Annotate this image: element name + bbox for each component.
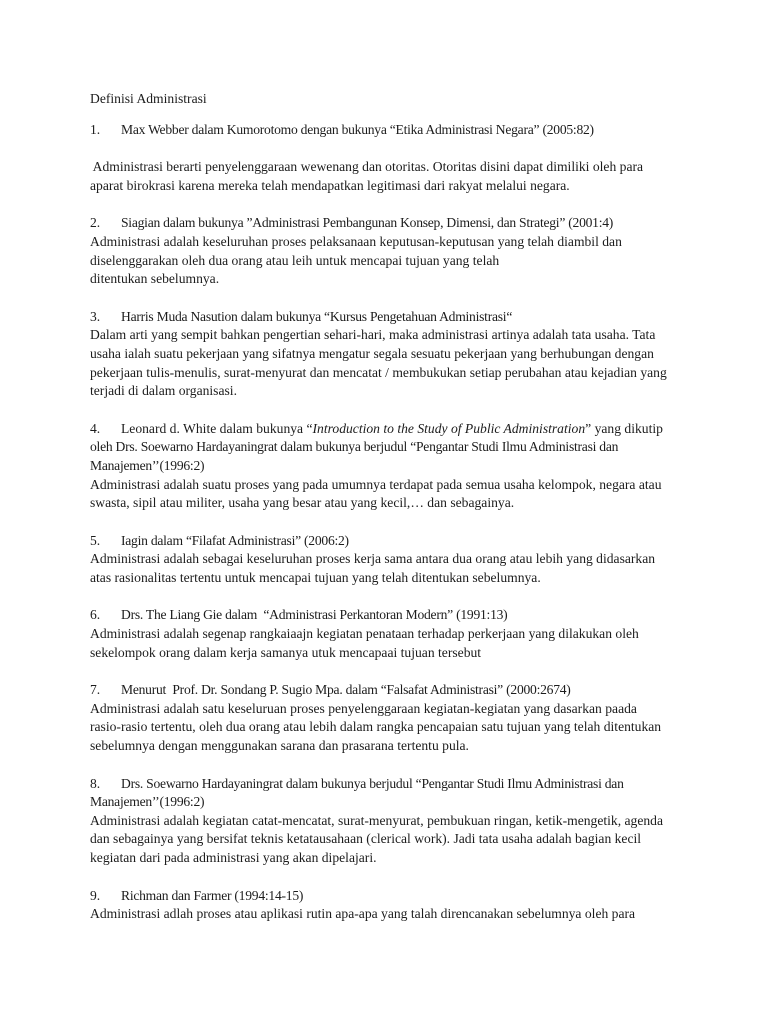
document-title: Definisi Administrasi (90, 91, 207, 106)
entry-source-line (90, 420, 690, 439)
definition-line: Administrasi adalah kegiatan catat-mencatat, surat-menyurat, pembukuan ringan, ketik-mengetik, agenda (90, 812, 663, 828)
entry-source: Iagin dalam “Filafat Administrasi” (2006:2) (121, 532, 349, 548)
definition-line: aparat birokrasi karena mereka telah mendapatkan legitimasi dari rakyat melalui negara. (90, 177, 570, 193)
source-line: Manajemen’’(1996:2) (90, 794, 205, 810)
definition-line: sebelumnya dengan menggunakan sarana dan prasarana tertentu pula. (90, 738, 469, 754)
entry-source: Max Webber dalam Kumorotomo dengan bukunya “Etika Administrasi Negara” (2005:82) (121, 121, 594, 137)
entry-source-line (90, 214, 690, 233)
definition-line: usaha ialah suatu pekerjaan yang sifatnya mengatur segala sesuatu pekerjaan yang berhubungan dengan (90, 345, 654, 361)
entry-number: 9. (90, 887, 101, 903)
entry-number: 5. (90, 532, 101, 548)
entry-source-line (90, 887, 690, 906)
definition-line: diselenggarakan oleh dua orang atau leih untuk mencapai tujuan yang telah (90, 252, 500, 268)
definition-entry (90, 121, 690, 196)
entry-number: 2. (90, 215, 101, 231)
entry-source-line (90, 606, 690, 625)
entry-definition (90, 812, 690, 868)
definition-line: dan sebagainya yang bersifat teknis ketatausahaan (clerical work). Jadi tata usaha adalah bagian kecil (90, 831, 642, 847)
document-page (90, 90, 690, 943)
definition-line: kegiatan dari pada administrasi yang akan dipelajari. (90, 850, 377, 865)
entry-definition (90, 476, 690, 513)
definition-entry (90, 214, 690, 288)
entry-definition (90, 233, 690, 289)
entry-source-line (90, 308, 690, 327)
definition-line: atas rasionalitas tertentu untuk mencapai tujuan yang telah ditentukan sebelumnya. (90, 569, 541, 585)
definition-entry (90, 681, 690, 755)
definition-line: pekerjaan tulis-menulis, surat-menyurat dan mencatat / membukukan setiap perubahan atau kejadian yang (90, 364, 667, 380)
definition-line: swasta, sipil atau militer, usaha yang besar atau yang kecil,… dan sebagainya. (90, 495, 515, 511)
definition-line: Administrasi adalah satu keseluruan proses penyelenggaraan kegiatan-kegiatan yang dasarkan paada (90, 700, 637, 716)
definition-line: Dalam arti yang sempit bahkan pengertian sehari-hari, maka administrasi artinya adalah tata usaha. Tata (90, 327, 656, 343)
entry-source: Harris Muda Nasution dalam bukunya “Kursus Pengetahuan Administrasi“ (121, 308, 513, 324)
entry-definition (90, 625, 690, 662)
source-line: Manajemen’’(1996:2) (90, 457, 205, 473)
definition-entry (90, 420, 690, 513)
definition-line: Administrasi adalah sebagai keseluruhan proses kerja sama antara dua orang atau lebih yang didasarkan (90, 551, 656, 567)
entry-definition (90, 326, 690, 400)
entry-source-suffix: ” yang dikutip (585, 420, 663, 436)
entry-source: Siagian dalam bukunya ”Administrasi Pembangunan Konsep, Dimensi, dan Strategi” (2001:4) (121, 215, 614, 231)
entry-definition (90, 700, 690, 756)
definition-line: Administrasi adalah segenap rangkaiaajn kegiatan penataan terhadap perkerjaan yang dilakukan oleh (90, 626, 639, 642)
entry-source-book-title: Introduction to the Study of Public Administration (312, 420, 586, 436)
definition-line: sekelompok orang dalam kerja samanya utuk mencapaai tujuan tersebut (90, 644, 482, 660)
entry-definition (90, 905, 690, 924)
source-line: oleh Drs. Soewarno Hardayaningrat dalam bukunya berjudul “Pengantar Studi Ilmu Administrasi dan (90, 439, 619, 455)
definition-line: Administrasi adlah proses atau aplikasi rutin apa-apa yang talah direncanakan sebelumnya oleh para (90, 906, 636, 922)
entry-definition (90, 550, 690, 587)
entry-source: Drs. Soewarno Hardayaningrat dalam bukunya berjudul “Pengantar Studi Ilmu Administrasi dan (121, 775, 624, 791)
entry-definition (90, 158, 690, 195)
entry-source-line (90, 121, 690, 140)
entry-source-prefix: Leonard d. White dalam bukunya “ (121, 420, 313, 436)
entry-number: 4. (90, 420, 101, 436)
entry-number: 7. (90, 682, 101, 698)
entry-source-line (90, 775, 690, 794)
entry-source-continuation (90, 793, 690, 812)
entry-number: 8. (90, 775, 101, 791)
entry-source-line (90, 681, 690, 700)
definition-line: Administrasi adalah keseluruhan proses pelaksanaan keputusan-keputusan yang telah diambil dan (90, 233, 622, 249)
entry-number: 3. (90, 308, 101, 324)
definition-line: rasio-rasio tertentu, oleh dua orang atau lebih dalam rangka pencapaian satu tujuan yang telah ditentukan (90, 719, 662, 735)
definition-line: terjadi di dalam organisasi. (90, 383, 237, 399)
definition-line: Administrasi berarti penyelenggaraan wewenang dan otoritas. Otoritas disini dapat dimiliki oleh para (90, 159, 644, 175)
entry-source: Richman dan Farmer (1994:14-15) (121, 887, 304, 903)
definition-entry (90, 887, 690, 924)
definition-entry (90, 532, 690, 588)
entry-source-line (90, 532, 690, 551)
definition-entry (90, 775, 690, 868)
definition-line: Administrasi adalah suatu proses yang pada umumnya terdapat pada semua usaha kelompok, negara atau (90, 476, 662, 492)
entry-source: Menurut Prof. Dr. Sondang P. Sugio Mpa. dalam “Falsafat Administrasi” (2000:2674) (121, 682, 571, 698)
entry-source: Drs. The Liang Gie dalam “Administrasi Perkantoran Modern” (1991:13) (121, 607, 508, 623)
entry-number: 6. (90, 607, 101, 623)
definition-entry (90, 308, 690, 401)
entry-number: 1. (90, 121, 101, 137)
entry-source-continuation (90, 438, 690, 475)
definition-entry (90, 606, 690, 662)
definition-line: ditentukan sebelumnya. (90, 271, 220, 287)
